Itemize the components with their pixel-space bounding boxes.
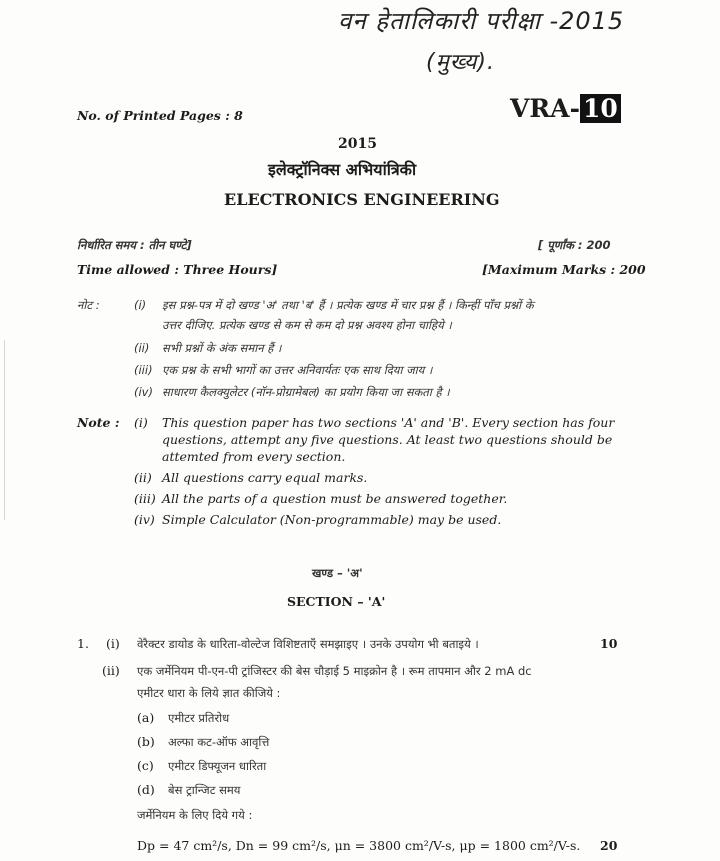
- q1-part-ii-text-b: एमीटर धारा के लिये ज्ञात कीजिये :: [137, 686, 281, 700]
- note-hindi-label: नोट :: [77, 298, 100, 312]
- handwritten-paper-type: (मुख्य).: [426, 50, 495, 75]
- marks-hindi: [ पूर्णांक : 200: [538, 238, 611, 252]
- option-d-label: (d): [137, 782, 155, 797]
- time-hindi: निर्धारित समय : तीन घण्टे]: [77, 238, 192, 252]
- note-hindi-text-2: सभी प्रश्नों के अंक समान हैं ।: [162, 341, 282, 355]
- constants-formula: Dp = 47 cm²/s, Dn = 99 cm²/s, μn = 3800 cm²/V-s, μp = 1800 cm²/V-s.: [137, 838, 581, 853]
- note-english-text-3: All the parts of a question must be answered together.: [162, 491, 508, 506]
- q1-part-i-number: (i): [106, 636, 120, 651]
- given-data-label: जर्मेनियम के लिए दिये गये :: [137, 808, 253, 822]
- marks-english: [Maximum Marks : 200: [482, 262, 646, 277]
- q1-part-i-text: वेरैक्टर डायोड के धारिता-वोल्टेज विशिष्टताएँ समझाइए । उनके उपयोग भी बताइये ।: [137, 637, 479, 651]
- note-hindi-text-3: एक प्रश्न के सभी भागों का उत्तर अनिवार्यतः एक साथ दिया जाय ।: [162, 363, 433, 377]
- note-hindi-num-3: (iii): [134, 363, 153, 377]
- paper-code: [510, 94, 621, 123]
- option-a-label: (a): [137, 710, 155, 725]
- note-english-text-1c: attemted from every section.: [162, 449, 346, 464]
- option-c-text: एमीटर डिफ्यूजन धारिता: [168, 759, 267, 773]
- option-b-text: अल्फा कट-ऑफ आवृत्ति: [168, 735, 270, 749]
- note-english-text-4: Simple Calculator (Non-programmable) may be used.: [162, 512, 502, 527]
- note-hindi-num-4: (iv): [134, 385, 153, 399]
- option-b-label: (b): [137, 734, 155, 749]
- note-english-text-2: All questions carry equal marks.: [162, 470, 368, 485]
- note-english-num-1: (i): [134, 415, 148, 430]
- option-d-text: बेस ट्रान्जिट समय: [168, 783, 241, 797]
- note-hindi-num-1: (i): [134, 298, 147, 312]
- note-english-label: Note :: [77, 415, 120, 430]
- title-hindi: इलेक्ट्रॉनिक्स अभियांत्रिकी: [268, 160, 417, 179]
- printed-pages: No. of Printed Pages : 8: [77, 108, 243, 123]
- paper-code-number: 10: [580, 94, 621, 123]
- note-english-num-2: (ii): [134, 470, 152, 485]
- time-english: Time allowed : Three Hours]: [77, 262, 278, 277]
- note-english-num-4: (iv): [134, 512, 155, 527]
- q1-part-ii-marks: 20: [600, 838, 618, 853]
- title-english: ELECTRONICS ENGINEERING: [224, 190, 500, 209]
- note-hindi-text-1b: उत्तर दीजिए. प्रत्येक खण्ड से कम से कम दो प्रश्न अवश्य होना चाहिये ।: [162, 318, 452, 332]
- section-title-english: SECTION – 'A': [287, 594, 386, 609]
- handwritten-exam-title: वन हेतालिकारी परीक्षा -2015: [338, 7, 625, 35]
- note-english-text-1: This question paper has two sections 'A' and 'B'. Every section has four: [162, 415, 615, 430]
- exam-year: 2015: [338, 136, 377, 152]
- option-a-text: एमीटर प्रतिरोध: [168, 711, 230, 725]
- question-number: 1.: [77, 636, 89, 651]
- note-english-text-1b: questions, attempt any five questions. At least two questions should be: [162, 432, 613, 447]
- note-english-num-3: (iii): [134, 491, 156, 506]
- q1-part-i-marks: 10: [600, 636, 618, 651]
- scan-edge-line: [4, 340, 5, 520]
- q1-part-ii-text: एक जर्मेनियम पी-एन-पी ट्रांजिस्टर की बेस चौड़ाई 5 माइक्रोन है । रूम तापमान और 2 mA dc: [137, 664, 532, 678]
- q1-part-ii-number: (ii): [102, 663, 120, 678]
- paper-code-prefix: VRA-: [510, 94, 580, 123]
- note-hindi-num-2: (ii): [134, 341, 150, 355]
- note-hindi-text-4: साधारण कैलक्युलेटर (नॉन-प्रोग्रामेबल) का प्रयोग किया जा सकता है ।: [162, 385, 450, 399]
- section-title-hindi: खण्ड – 'अ': [312, 566, 363, 580]
- option-c-label: (c): [137, 758, 154, 773]
- note-hindi-text-1: इस प्रश्न-पत्र में दो खण्ड 'अ' तथा 'ब' हैं । प्रत्येक खण्ड में चार प्रश्न हैं । किन्हीं पाँच प्रश्नों के: [162, 298, 534, 312]
